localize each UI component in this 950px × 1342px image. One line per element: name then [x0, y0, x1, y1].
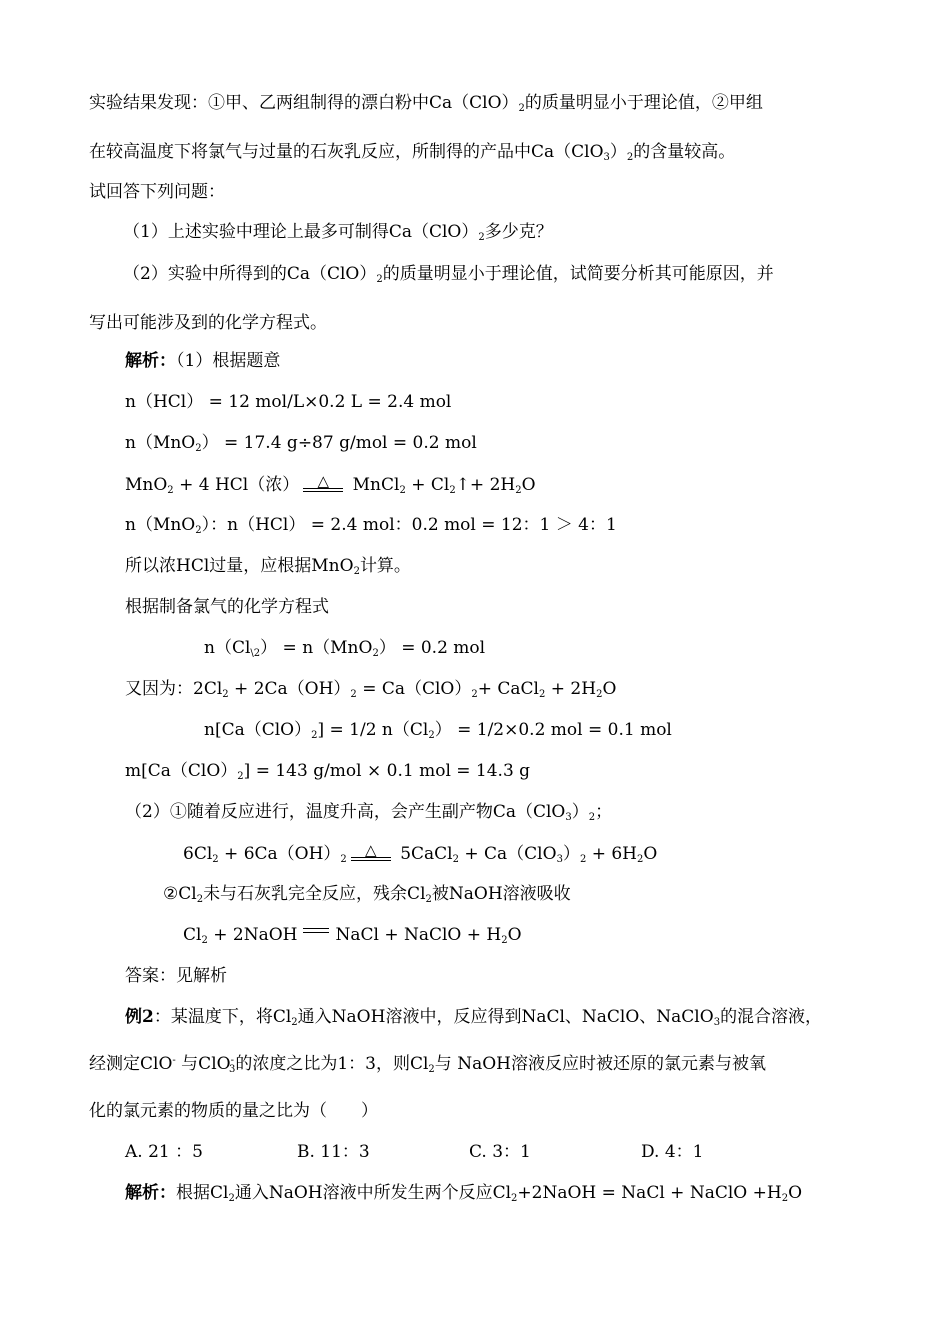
heat-symbol: △ [303, 474, 343, 492]
option-c: C. 3：1 [469, 1142, 531, 1162]
equation-chlorate: $6Cl_2 + 6Ca(OH)_2$ △ 5CaCl$_2$ + $Ca(ClO_3)_2 + 6H_2O$ [183, 841, 658, 865]
example-2-line-1: 例2：某温度下，将$Cl_2$通入NaOH溶液中，反应得到NaCl、NaClO、NaClO$_3$的混合溶液， [125, 1007, 823, 1028]
excess-hcl-line: 所以浓HCl过量，应根据MnO$_2$计算。 [125, 556, 411, 577]
example-2-analysis: 解析：根据$Cl_2$通入NaOH溶液中所发生两个反应$Cl_2+2NaOH$ = NaCl + NaClO $+H_2O$ [125, 1183, 802, 1204]
option-d: D. 4：1 [641, 1142, 704, 1162]
question-1: （1）上述实验中理论上最多可制得$Ca(ClO)_2$多少克？ [123, 222, 553, 243]
calc-n-hcl: n（HCl） = 12 mol/L×0.2 L = 2.4 mol [125, 392, 452, 412]
equals-bar [303, 928, 329, 936]
option-b: B. 11：3 [297, 1142, 370, 1162]
calc-n-caclo2: $n[Ca(ClO)_2] = 1/2$ $n(Cl_2) = 1/2\times 0.2$ mol = 0.1 mol [204, 720, 672, 741]
question-2: （2）实验中所得到的$Ca(ClO)_2$的质量明显小于理论值，试简要分析其可能原因，并 [123, 264, 774, 285]
equation-mno2-hcl: MnO$_2$ + 4 HCl（浓） △ MnCl$_2$ + $Cl_2↑+ 2H_2O$ [125, 472, 536, 496]
ratio-line: n（MnO$_2$）：n（HCl） = 2.4 mol：0.2 mol = 12：1 ＞ 4：1 [125, 515, 617, 536]
example-2-line-3: 化的氯元素的物质的量之比为（ ） [89, 1101, 378, 1121]
analysis-heading: 解析：（1）根据题意 [125, 351, 281, 371]
calc-n-mno2: n（MnO$_2$） = 17.4 g÷87 g/mol = 0.2 mol [125, 433, 477, 454]
equation-bleach: 又因为：$2Cl_2 + 2Ca(OH)_2 = Ca(ClO)_2+$ CaCl$_2$ + $2H_2O$ [125, 679, 617, 700]
question-2-cont: 写出可能涉及到的化学方程式。 [89, 313, 327, 333]
heat-symbol: △ [351, 843, 391, 861]
calc-mass: $m[Ca(ClO)_2] = 143$ g/mol × 0.1 mol = 14.3 g [125, 761, 531, 782]
calc-n-cl2: $n(Cl_{\backslash 2}) = n(MnO_2) = 0.2$ mol [204, 638, 486, 659]
example-2-line-2: 经测定ClO- 与ClO-$_3$的浓度之比为1：3，则$Cl_2$与 NaOH溶液反应时被还原的氯元素与被氧 [89, 1054, 766, 1075]
reason-2: $②Cl_2$未与石灰乳完全反应，残余$Cl_2$被NaOH溶液吸收 [163, 884, 571, 905]
equation-basis-line: 根据制备氯气的化学方程式 [125, 597, 329, 617]
intro-line-3: 试回答下列问题： [89, 182, 225, 202]
intro-line-2: 在较高温度下将氯气与过量的石灰乳反应，所制得的产品中$Ca(ClO_3)_2$的含量较高。 [89, 142, 736, 163]
reason-1: （2）①随着反应进行，温度升高，会产生副产物$Ca(ClO_3)_2$； [125, 802, 613, 823]
intro-line-1: 实验结果发现：①甲、乙两组制得的漂白粉中$Ca(ClO)_2$的质量明显小于理论值，②甲组 [89, 93, 763, 114]
equation-naoh: $Cl_2$ + 2NaOH NaCl + NaClO + $H_2O$ [183, 925, 522, 946]
option-a: A. 21 ：5 [125, 1142, 203, 1162]
answer-line: 答案：见解析 [125, 966, 227, 986]
